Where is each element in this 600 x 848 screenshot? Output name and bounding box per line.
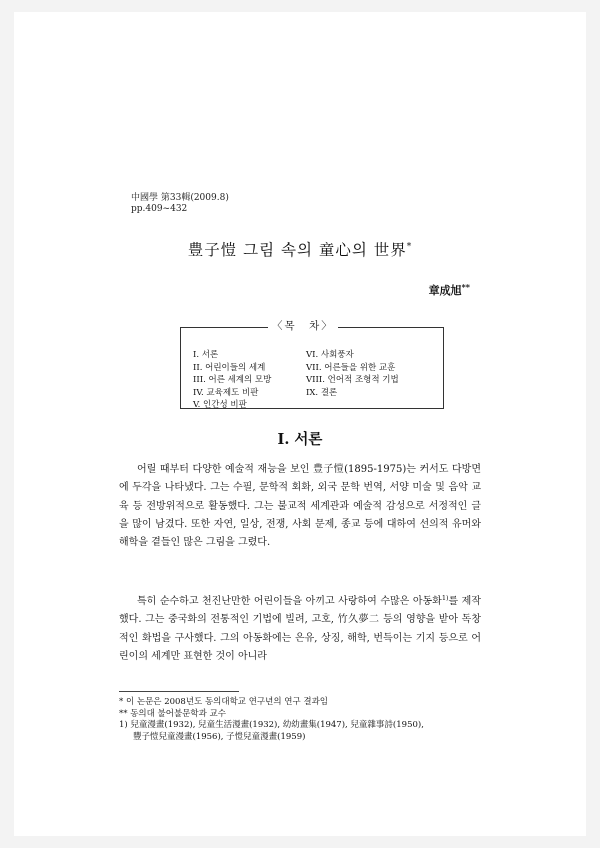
paper-title — [0, 238, 600, 260]
title-text: 豊子愷 그림 속의 童心의 世界 — [187, 241, 407, 259]
toc-item: VIII. 언어적 조형적 기법 — [306, 375, 399, 385]
footnote-continuation: 豐子愷兒童漫畫(1956), 子愷兒童漫畫(1959) — [133, 731, 306, 742]
toc-item: I. 서론 — [193, 350, 219, 360]
footnote: * 이 논문은 2008년도 동의대학교 연구년의 연구 결과임 — [119, 697, 329, 707]
section-heading: I. 서론 — [277, 431, 323, 448]
paragraph-text: 를 제작했다. 그는 중국화의 전통적인 기법에 빌려, 고호, 竹久夢二 등의 영향을 받아 독창적인 화법을 구사했다. 그의 아동화에는 은유, 상징, 해학, 번득이는 기지 등으로 어린이의 세계만 표현한 것이 아니라 — [119, 596, 481, 662]
toc-heading: 〈목 차〉 — [268, 318, 338, 333]
toc-item: VII. 어른들을 위한 교훈 — [306, 362, 396, 373]
footnote-reference: 1) — [441, 594, 449, 602]
journal-name: 中國學 第33輯(2009.8) — [131, 193, 229, 203]
journal-info — [131, 193, 229, 215]
author-name: 章成旭 — [428, 284, 462, 297]
body-paragraph-1: 어릴 때부터 다양한 예술적 재능을 보인 豊子愷(1895-1975)는 커서도 다방면에 두각을 나타냈다. 그는 수필, 문학적 회화, 외국 문학 번역, 서양 미술 및 음악 교육 등 전방위적으로 활동했다. 그는 불교적 세계관과 예술적 감성으로 서정적인 글을 많이 남겼다. 또한 자연, 일상, 전쟁, 사회 문제, 종교 등에 대하여 선의적 유머와 해학을 곁들인 많은 그림을 그렸다. — [119, 464, 481, 549]
author — [429, 282, 470, 298]
body-paragraph-2 — [119, 589, 481, 666]
toc-item: IX. 결론 — [306, 387, 338, 398]
journal-pages: pp.409~432 — [131, 204, 188, 214]
footnote-divider — [119, 691, 239, 692]
footnote: ** 동의대 불어불문학과 교수 — [119, 708, 226, 719]
title-footnote-mark: * — [406, 242, 413, 252]
toc-left-column — [193, 349, 271, 412]
footnotes — [119, 697, 491, 743]
author-footnote-mark: ** — [461, 282, 470, 292]
toc-item: II. 어린이들의 세계 — [193, 362, 266, 373]
toc-item: VI. 사회풍자 — [306, 350, 354, 360]
toc-item: V. 인간성 비판 — [193, 400, 247, 410]
toc-right-column — [306, 349, 399, 399]
toc-item: IV. 교육제도 비판 — [193, 387, 259, 398]
footnote: 1) 兒童漫畫(1932), 兒童生活漫畫(1932), 幼幼畫集(1947), 兒童雜事詩(1950), — [119, 720, 424, 730]
toc-item: III. 어른 세계의 모방 — [193, 375, 272, 385]
paragraph-text: 특히 순수하고 천진난만한 어린이들을 아끼고 사랑하여 수많은 아동화 — [137, 596, 442, 607]
